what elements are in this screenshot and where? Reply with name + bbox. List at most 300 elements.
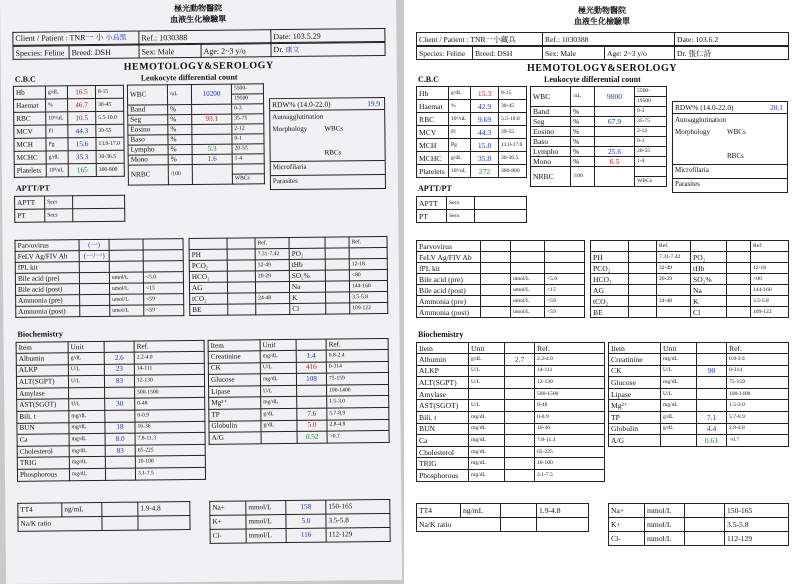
tt4-unit: ng/mL xyxy=(461,504,501,518)
gas-ref xyxy=(255,281,289,292)
bio-unit: g/dL xyxy=(261,408,297,420)
leuko-name: Seg xyxy=(128,115,168,125)
client-label: Client / Patient : TNR一 小 xyxy=(15,32,104,43)
cbc-unit: Pg xyxy=(46,138,68,151)
bio-unit: U/L xyxy=(69,399,105,411)
hospital-name: 極光動物醫院 xyxy=(578,6,626,15)
gas-name: tCO₂ xyxy=(591,296,629,307)
leuko-name: Lympho xyxy=(531,147,571,157)
aptt-name: PT xyxy=(417,210,447,223)
cbc-row xyxy=(417,126,527,139)
cbc-value: 35.8 xyxy=(471,152,499,165)
serology-value xyxy=(79,261,109,272)
bio-ref: >0.7 xyxy=(727,435,789,447)
bio-row xyxy=(417,446,605,458)
bio-row xyxy=(609,435,789,447)
morphology-label: Morphology xyxy=(272,124,308,134)
bio-ref: 7.8-11.3 xyxy=(535,435,605,447)
bio-name: Creatinine xyxy=(609,354,661,366)
bio-row xyxy=(417,388,605,400)
bio-head-value xyxy=(104,341,134,352)
biochemistry-title: Biochemistry xyxy=(17,329,63,339)
bio-unit: mg/dL xyxy=(469,435,505,447)
aptt-unit: Secs xyxy=(447,197,475,210)
gas-name-2: Na xyxy=(289,281,325,292)
bio-value xyxy=(505,469,535,481)
bio-value: 2.6 xyxy=(104,352,134,364)
bio-head-value xyxy=(697,343,727,354)
electrolyte-row xyxy=(609,518,789,532)
cbc-row xyxy=(417,100,527,113)
cbc-ref: 39-55 xyxy=(499,126,527,139)
bio-value xyxy=(105,410,135,422)
bio-ref: 3.1-7.5 xyxy=(135,467,205,479)
aptt-value xyxy=(73,208,125,222)
bio-value: 2.7 xyxy=(505,354,535,366)
bio-head-ref: Ref. xyxy=(727,343,789,354)
cbc-row xyxy=(417,152,527,165)
blood-gas-table xyxy=(590,240,789,318)
leuko-name: Seg xyxy=(531,117,571,127)
serology-value xyxy=(79,283,109,294)
bio-row xyxy=(417,411,605,423)
gas-ref: 24-48 xyxy=(657,296,691,307)
electrolyte-unit: mmol/L xyxy=(645,532,685,546)
leuko-row xyxy=(531,117,667,127)
serology-value: (一) xyxy=(79,239,109,250)
gas-value xyxy=(629,241,657,252)
bio-unit: mg/dL xyxy=(469,458,505,470)
gas-name: BE xyxy=(190,304,228,315)
serology-name: Ammonia (pre) xyxy=(16,295,80,307)
bio-value: 83 xyxy=(105,445,135,457)
serology-name: Bile acid (pre) xyxy=(15,273,79,285)
gas-ref-2: 12-18 xyxy=(349,258,387,269)
blood-gas-table xyxy=(189,236,389,316)
bio-row xyxy=(417,354,605,366)
cbc-ref: 300-800 xyxy=(499,165,527,178)
bio-head-value xyxy=(505,343,535,354)
gas-ref-2: Ref. xyxy=(751,241,789,252)
electrolyte-value xyxy=(685,504,725,518)
nrbc-unit: /100 xyxy=(571,167,595,187)
cbc-ref: 300-800 xyxy=(96,163,124,176)
gas-name-2: Cl xyxy=(290,303,326,314)
bio-unit xyxy=(661,435,697,447)
bio-unit: g/dL xyxy=(661,423,697,435)
nrbc-unit-2: WBCs xyxy=(635,177,667,187)
electrolyte-name: Cl- xyxy=(210,529,246,543)
leuko-unit: % xyxy=(168,144,192,154)
serology-ref: <15 xyxy=(143,283,183,294)
serology-value xyxy=(80,305,110,316)
gas-name-2: tHb xyxy=(691,263,727,274)
client-handwritten: 小烏黑 xyxy=(105,33,127,42)
aptt-title: APTT/PT xyxy=(418,184,452,193)
nak-ref xyxy=(138,516,190,531)
cbc-value: 15.6 xyxy=(68,138,96,151)
tt4-value xyxy=(102,502,138,516)
cbc-unit: g/dL xyxy=(449,152,471,165)
gas-ref-2: 144-160 xyxy=(349,280,387,291)
gas-name-2: SO₂% xyxy=(289,270,325,281)
serology-name: Ammonia (post) xyxy=(417,307,481,318)
bio-ref: 75-159 xyxy=(727,377,789,389)
gas-name-2: Cl xyxy=(691,307,727,318)
bio-value: 83 xyxy=(104,375,134,387)
leuko-value: 1.6 xyxy=(192,154,232,164)
aptt-unit: Secs xyxy=(45,196,73,209)
bio-name: Lipase xyxy=(609,388,661,400)
bio-unit: U/L xyxy=(68,376,104,388)
aptt-name: APTT xyxy=(15,196,45,209)
gas-value xyxy=(629,285,657,296)
species-cell: Species: Feline xyxy=(13,46,69,60)
wbc-name: WBC xyxy=(127,85,167,105)
bio-row xyxy=(609,354,789,366)
bio-ref: 16-36 xyxy=(135,421,205,433)
bio-unit xyxy=(261,432,297,444)
serology-ref xyxy=(143,239,183,250)
serology-table xyxy=(15,238,185,318)
leuko-value xyxy=(192,124,232,134)
serology-value xyxy=(79,272,109,283)
cbc-name: Hb xyxy=(13,86,45,99)
nak-value xyxy=(501,518,537,532)
bio-unit: mg/dL xyxy=(469,469,505,481)
cbc-value: 15.8 xyxy=(471,139,499,152)
serology-value xyxy=(481,274,511,285)
serology-ref: <5.0 xyxy=(143,272,183,283)
morphology-label: Morphology xyxy=(675,128,710,136)
bio-name: Creatinine xyxy=(208,351,260,363)
leukocyte-table xyxy=(530,86,667,187)
bio-name: TRIG xyxy=(17,457,69,469)
bio-value xyxy=(697,354,727,366)
serology-row xyxy=(417,307,585,318)
bio-ref: 0-0.9 xyxy=(535,411,605,423)
gas-ref-2: <80 xyxy=(349,269,387,280)
bio-name: Phosphorous xyxy=(417,469,469,481)
bio-unit: mg/dL xyxy=(260,374,296,386)
bio-value xyxy=(505,423,535,435)
bio-ref: 0.8-2.4 xyxy=(326,349,388,361)
parasites-label: Parasites xyxy=(673,178,787,189)
tt4-row xyxy=(417,504,589,518)
bio-name: Cholesterol xyxy=(417,446,469,458)
cbc-title: C.B.C xyxy=(14,74,36,84)
cbc-ref: 8-15 xyxy=(499,87,527,100)
nak-value xyxy=(102,516,138,530)
cbc-row xyxy=(417,113,527,126)
rdw-value: 19.9 xyxy=(367,99,381,109)
blood-gas-row xyxy=(591,285,789,296)
leuko-ref: 20-55 xyxy=(232,144,264,154)
gas-value-2 xyxy=(727,285,751,296)
microfilaria-label: Microfilaria xyxy=(271,160,385,172)
gas-value xyxy=(629,307,657,318)
hospital-name: 極光動物醫院 xyxy=(174,3,223,14)
bio-value: 30 xyxy=(105,398,135,410)
bio-ref: 65-225 xyxy=(135,444,205,456)
gas-value-2 xyxy=(326,292,350,303)
cbc-unit: 10³/uL xyxy=(46,164,68,177)
serology-unit xyxy=(109,261,143,272)
gas-ref: 20-29 xyxy=(657,274,691,285)
bio-name: ALT(SGPT) xyxy=(417,377,469,389)
gas-value-2 xyxy=(326,303,350,314)
leuko-value xyxy=(192,134,232,144)
serology-unit xyxy=(109,239,143,250)
bio-row xyxy=(609,377,789,389)
bio-unit: mg/dL xyxy=(69,422,105,434)
bio-value: 0.61 xyxy=(697,435,727,447)
bio-unit: U/L xyxy=(661,365,697,377)
bio-unit: mg/dL xyxy=(69,445,105,457)
gas-value-2 xyxy=(325,237,349,248)
gas-ref: 32-49 xyxy=(255,259,289,270)
bio-ref: 0.8-2.4 xyxy=(727,354,789,366)
bio-name: CK xyxy=(609,365,661,377)
bio-header-row xyxy=(609,343,789,354)
leuko-name: Band xyxy=(128,105,168,115)
leuko-value xyxy=(192,104,232,114)
gas-value-2 xyxy=(727,263,751,274)
bio-head-item: Item xyxy=(417,343,469,354)
aptt-name: APTT xyxy=(417,197,447,210)
bio-row xyxy=(417,423,605,435)
bio-ref: 12-130 xyxy=(134,375,204,387)
gas-name: BE xyxy=(591,307,629,318)
bio-value: 4.4 xyxy=(697,423,727,435)
cbc-unit: % xyxy=(46,99,68,112)
bio-head-unit: Unit xyxy=(469,343,505,354)
cbc-unit: 10⁶/uL xyxy=(46,112,68,125)
bio-head-unit: Unit xyxy=(68,341,104,352)
gas-name: PH xyxy=(591,252,629,263)
bio-row xyxy=(609,423,789,435)
gas-value xyxy=(228,293,256,304)
bio-head-unit: Unit xyxy=(260,339,296,350)
bio-ref: 5.7-8.9 xyxy=(327,407,389,419)
bio-name: Bili. t xyxy=(417,411,469,423)
bio-ref: 100-1400 xyxy=(327,384,389,396)
serology-table xyxy=(416,240,585,318)
rbcs-label: RBCs xyxy=(727,152,744,160)
bio-ref: 100-1400 xyxy=(727,388,789,400)
tt4-name: TT4 xyxy=(18,503,62,517)
aptt-row xyxy=(417,210,527,223)
cbc-value: 46.7 xyxy=(68,99,96,112)
gas-ref: 24-48 xyxy=(256,292,290,303)
cbc-value: 44.3 xyxy=(471,126,499,139)
ref-number: 1030388 xyxy=(159,32,188,42)
serology-row xyxy=(417,274,585,285)
serology-row xyxy=(417,263,585,274)
serology-ref: <59 xyxy=(545,307,585,318)
bio-value xyxy=(297,385,327,397)
bio-unit: mg/dL xyxy=(69,410,105,422)
cbc-unit: g/dL xyxy=(46,151,68,164)
electrolyte-unit: mmol/L xyxy=(645,518,685,532)
tt4-ref: 1.9-4.8 xyxy=(537,504,589,518)
bio-unit: mg/dL xyxy=(69,468,105,480)
cbc-value: 9.69 xyxy=(471,113,499,126)
serology-ref xyxy=(545,241,585,252)
morphology-box xyxy=(672,101,788,193)
bio-ref: 0-314 xyxy=(326,361,388,373)
leuko-unit: % xyxy=(168,114,192,124)
bio-unit: U/L xyxy=(469,365,505,377)
bio-name: AST(SGOT) xyxy=(17,399,69,411)
client-cell xyxy=(13,31,139,45)
leuko-value xyxy=(595,127,635,137)
cbc-name: RBC xyxy=(417,113,449,126)
gas-ref: 7.31-7.42 xyxy=(657,252,691,263)
electrolyte-row xyxy=(609,532,789,546)
nrbc-name: NRBC xyxy=(128,165,168,185)
cbc-name: Platelets xyxy=(417,165,449,178)
doctor-handwritten: 康文 xyxy=(285,45,300,55)
bio-unit: mg/dL xyxy=(469,446,505,458)
leuko-ref: 20-55 xyxy=(635,147,667,157)
leuko-row xyxy=(531,157,667,167)
bio-name: TP xyxy=(209,409,261,421)
wbcs-label: WBCs xyxy=(727,128,746,136)
cbc-row xyxy=(417,165,527,178)
electrolyte-name: Na+ xyxy=(210,501,246,515)
gas-value-2 xyxy=(727,296,751,307)
bio-value: 1.4 xyxy=(296,350,326,362)
blood-gas-row xyxy=(591,263,789,274)
bio-head-item: Item xyxy=(609,343,661,354)
bio-head-ref: Ref. xyxy=(134,340,204,352)
bio-value xyxy=(105,456,135,468)
morphology-box xyxy=(269,97,386,190)
leukocyte-table xyxy=(127,83,265,185)
gas-name xyxy=(189,238,227,249)
wbc-ref-2: 19500 xyxy=(635,97,667,107)
bio-name: Albumin xyxy=(417,354,469,366)
gas-ref-2: 109-122 xyxy=(751,307,789,318)
cbc-name: MCH xyxy=(14,138,46,151)
serology-name: Ammonia (pre) xyxy=(417,296,481,307)
cbc-unit: Pg xyxy=(449,139,471,152)
serology-name: Bile acid (post) xyxy=(417,285,481,296)
serology-ref xyxy=(545,252,585,263)
electrolyte-unit: mmol/L xyxy=(645,504,685,518)
species-cell: Species: Feline xyxy=(417,47,473,60)
bio-unit: mg/dL xyxy=(260,350,296,362)
leuko-ref: 2-12 xyxy=(232,124,264,134)
nrbc-row xyxy=(531,167,667,177)
leuko-name: Baso xyxy=(128,135,168,145)
bio-name: Glucose xyxy=(609,377,661,389)
biochemistry-title: Biochemistry xyxy=(418,330,464,339)
rdw-label: RDW% (14.0-22.0) xyxy=(272,99,331,110)
serology-ref: <59 xyxy=(545,296,585,307)
bio-unit: U/L xyxy=(469,400,505,412)
aptt-row xyxy=(417,197,527,210)
cbc-value: 35.3 xyxy=(68,151,96,164)
electrolyte-unit: mmol/L xyxy=(246,529,286,543)
aptt-value xyxy=(73,195,125,209)
bio-value xyxy=(505,446,535,458)
bio-value xyxy=(697,400,727,412)
bio-head-ref: Ref. xyxy=(326,338,388,350)
tt4-ref: 1.9-4.8 xyxy=(138,502,190,517)
cbc-unit: g/dL xyxy=(45,86,67,99)
tt4-name: TT4 xyxy=(417,504,461,518)
aptt-title: APTT/PT xyxy=(15,183,50,193)
leuko-ref: 0-1 xyxy=(232,134,264,144)
cbc-value: 272 xyxy=(471,165,499,178)
wbc-ref-2: 19500 xyxy=(231,94,263,104)
date-cell xyxy=(271,28,385,42)
bio-name: Ca xyxy=(17,434,69,446)
nak-name: Na/K ratio xyxy=(417,518,501,532)
bio-row xyxy=(609,411,789,423)
nak-name: Na/K ratio xyxy=(18,516,102,531)
serology-unit: umol/L xyxy=(511,274,545,285)
gas-value-2 xyxy=(727,252,751,263)
bio-ref: 10-100 xyxy=(535,458,605,470)
bio-name: Amylase xyxy=(17,388,69,400)
leuko-value xyxy=(595,137,635,147)
cbc-ref: 5.5-10.0 xyxy=(499,113,527,126)
cbc-ref: 30-36.5 xyxy=(499,152,527,165)
serology-unit xyxy=(109,250,143,261)
electrolyte-name: Na+ xyxy=(609,504,645,518)
bio-ref: 14-111 xyxy=(134,363,204,375)
bio-ref: 75-159 xyxy=(326,373,388,385)
gas-ref-2 xyxy=(751,252,789,263)
bio-unit: g/dL xyxy=(261,420,297,432)
leuko-value: 5.3 xyxy=(192,144,232,154)
ref-cell xyxy=(139,30,271,44)
bio-head-value xyxy=(296,339,326,350)
gas-value xyxy=(227,282,255,293)
aptt-table xyxy=(14,195,125,223)
bio-row xyxy=(417,377,605,389)
serology-ref: <59 xyxy=(144,305,184,316)
aptt-row xyxy=(15,195,125,209)
gas-ref xyxy=(657,285,691,296)
lab-report-sheet-right xyxy=(404,0,800,584)
electrolyte-ref: 3.5-5.8 xyxy=(725,518,789,532)
bio-value: 0.52 xyxy=(297,431,327,443)
electrolyte-unit: mmol/L xyxy=(246,515,286,529)
electrolyte-ref: 150-165 xyxy=(326,499,390,514)
nrbc-value xyxy=(595,167,635,187)
bio-value: 90 xyxy=(697,365,727,377)
electrolyte-value: 5.0 xyxy=(286,514,326,528)
gas-name-2: tHb xyxy=(289,259,325,270)
aptt-name: PT xyxy=(15,209,45,222)
bio-value xyxy=(697,377,727,389)
leuko-unit: % xyxy=(168,124,192,134)
nak-ref xyxy=(537,518,589,532)
leuko-row xyxy=(531,107,667,117)
serology-name: Parvovirus xyxy=(15,240,79,252)
leuko-ref: 35-75 xyxy=(232,114,264,124)
aptt-unit: Secs xyxy=(447,210,475,223)
leuko-unit: % xyxy=(571,127,595,137)
gas-value xyxy=(227,249,255,260)
gas-name: PH xyxy=(189,249,227,260)
bio-unit xyxy=(469,388,505,400)
leuko-unit: % xyxy=(571,107,595,117)
